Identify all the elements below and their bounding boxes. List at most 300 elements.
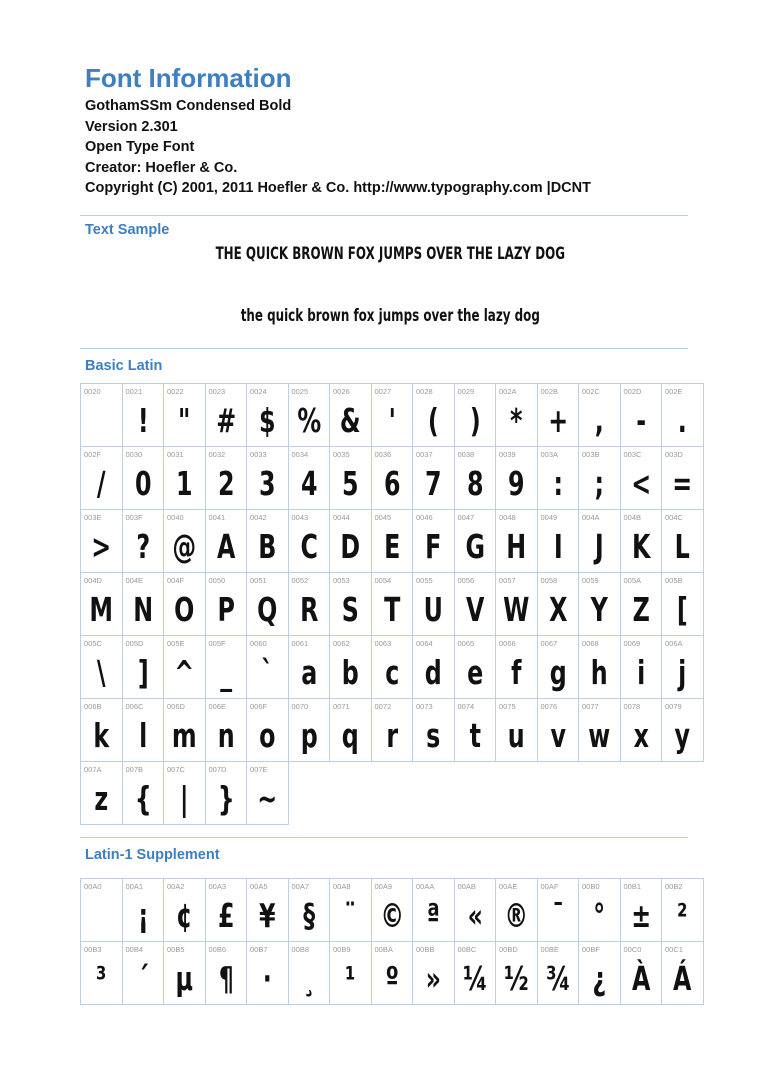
glyph-cell — [620, 941, 662, 1004]
glyph-code: 003A — [540, 449, 559, 459]
sample-uppercase: THE QUICK BROWN FOX JUMPS OVER THE LAZY DOG — [215, 243, 566, 264]
glyph-char: w — [588, 715, 611, 755]
glyph-cell — [164, 698, 206, 761]
glyph-char: | — [179, 778, 189, 818]
empty-cell — [579, 761, 621, 824]
glyph-char: c — [384, 652, 399, 692]
glyph-cell — [413, 878, 455, 941]
divider — [80, 215, 688, 216]
glyph-char: 0 — [134, 463, 152, 503]
glyph-char: D — [340, 526, 361, 566]
glyph-cell — [288, 383, 330, 446]
glyph-cell — [122, 878, 164, 941]
glyph-code: 0060 — [250, 638, 267, 648]
glyph-char: Q — [257, 589, 278, 629]
glyph-cell — [122, 698, 164, 761]
glyph-code: 0072 — [374, 701, 392, 711]
glyph-cell — [205, 572, 247, 635]
glyph-char: _ — [219, 652, 232, 692]
glyph-cell — [537, 572, 579, 635]
glyph-code: 00A0 — [84, 881, 102, 891]
glyph-code: 0063 — [374, 638, 392, 648]
glyph-cell — [413, 941, 455, 1004]
glyph-code: 00A1 — [125, 881, 144, 891]
glyph-code: 0040 — [167, 512, 184, 522]
glyph-char: g — [549, 652, 567, 692]
glyph-code: 007A — [84, 764, 102, 774]
glyph-cell — [662, 572, 704, 635]
glyph-char: · — [262, 958, 272, 998]
glyph-char: ¼ — [462, 958, 488, 998]
glyph-cell — [122, 635, 164, 698]
glyph-code: 006D — [167, 701, 185, 711]
glyph-code: 005E — [167, 638, 185, 648]
glyph-cell — [330, 698, 372, 761]
glyph-char: V — [465, 589, 484, 629]
glyph-char: , — [594, 400, 604, 440]
glyph-char: x — [633, 715, 649, 755]
glyph-code: 00B8 — [291, 944, 310, 954]
glyph-code: 00A2 — [167, 881, 185, 891]
glyph-code: 00A8 — [333, 881, 351, 891]
glyph-code: 0043 — [291, 512, 309, 522]
glyph-code: 004F — [167, 575, 185, 585]
glyph-char: v — [549, 715, 566, 755]
glyph-cell — [371, 635, 413, 698]
glyph-cell — [662, 698, 704, 761]
glyph-char: ; — [594, 463, 604, 503]
glyph-code: 0020 — [84, 386, 101, 396]
glyph-code: 0038 — [457, 449, 475, 459]
glyph-char: " — [178, 400, 191, 440]
glyph-code: 0078 — [623, 701, 641, 711]
glyph-char: z — [94, 778, 109, 818]
glyph-code: 0053 — [333, 575, 350, 585]
glyph-code: 00B0 — [582, 881, 600, 891]
glyph-code: 00BD — [499, 944, 518, 954]
glyph-code: 0059 — [582, 575, 599, 585]
glyph-cell — [164, 572, 206, 635]
glyph-code: 0062 — [333, 638, 350, 648]
glyph-char: q — [341, 715, 359, 755]
glyph-cell — [496, 509, 538, 572]
glyph-code: 003D — [665, 449, 683, 459]
glyph-char: i — [636, 652, 645, 692]
glyph-code: 006F — [250, 701, 268, 711]
glyph-code: 004C — [665, 512, 683, 522]
glyph-cell — [122, 509, 164, 572]
glyph-cell — [247, 446, 289, 509]
glyph-code: 00B3 — [84, 944, 102, 954]
glyph-char: 2 — [217, 463, 235, 503]
glyph-code: 00BE — [540, 944, 559, 954]
glyph-char: b — [341, 652, 359, 692]
glyph-cell — [537, 878, 579, 941]
glyph-code: 005A — [623, 575, 642, 585]
glyph-cell — [288, 446, 330, 509]
glyph-cell — [164, 383, 206, 446]
glyph-code: 0068 — [582, 638, 599, 648]
glyph-cell — [288, 635, 330, 698]
glyph-cell — [579, 572, 621, 635]
glyph-cell — [537, 635, 579, 698]
glyph-cell — [413, 698, 455, 761]
glyph-char: J — [594, 526, 604, 566]
glyph-cell — [164, 635, 206, 698]
glyph-code: 0037 — [416, 449, 433, 459]
glyph-code: 0067 — [540, 638, 558, 648]
empty-cell — [371, 761, 413, 824]
glyph-code: 003C — [623, 449, 642, 459]
glyph-code: 002D — [623, 386, 642, 396]
glyph-cell — [537, 941, 579, 1004]
glyph-char: µ — [175, 958, 193, 998]
glyph-row — [81, 509, 704, 572]
glyph-code: 0061 — [291, 638, 309, 648]
glyph-char: } — [217, 778, 235, 818]
glyph-cell — [579, 446, 621, 509]
glyph-cell — [247, 635, 289, 698]
glyph-char: [ — [676, 589, 688, 629]
glyph-cell — [247, 383, 289, 446]
glyph-code: 00B2 — [665, 881, 683, 891]
glyph-row — [81, 446, 704, 509]
glyph-cell — [205, 383, 247, 446]
glyph-code: 003E — [84, 512, 102, 522]
glyph-code: 0034 — [291, 449, 309, 459]
glyph-cell — [81, 698, 123, 761]
glyph-char: ' — [388, 400, 396, 440]
glyph-char: $ — [258, 400, 276, 440]
glyph-char: ® — [504, 895, 529, 935]
glyph-cell — [496, 698, 538, 761]
glyph-cell — [288, 572, 330, 635]
glyph-code: 0030 — [125, 449, 143, 459]
glyph-char: e — [466, 652, 483, 692]
glyph-cell — [620, 446, 662, 509]
glyph-code: 0057 — [499, 575, 516, 585]
glyph-code: 004A — [582, 512, 600, 522]
glyph-code: 0032 — [208, 449, 226, 459]
glyph-code: 0046 — [416, 512, 433, 522]
glyph-char: » — [425, 958, 441, 998]
glyph-char: d — [424, 652, 442, 692]
glyph-char: f — [511, 652, 522, 692]
glyph-char: Z — [632, 589, 650, 629]
glyph-cell — [620, 572, 662, 635]
glyph-cell — [371, 698, 413, 761]
glyph-char: ª — [426, 895, 440, 935]
glyph-char: A — [216, 526, 235, 566]
glyph-char: H — [506, 526, 527, 566]
glyph-char: K — [631, 526, 650, 566]
glyph-cell — [454, 572, 496, 635]
glyph-code: 0048 — [499, 512, 516, 522]
glyph-cell — [205, 878, 247, 941]
glyph-cell — [122, 446, 164, 509]
divider — [80, 348, 688, 349]
glyph-cell — [371, 509, 413, 572]
glyph-char: j — [678, 652, 687, 692]
glyph-cell — [454, 446, 496, 509]
glyph-code: 007C — [167, 764, 185, 774]
glyph-cell — [288, 941, 330, 1004]
glyph-code: 002A — [499, 386, 517, 396]
glyph-char: U — [423, 589, 443, 629]
glyph-char: m — [171, 715, 197, 755]
glyph-cell — [205, 941, 247, 1004]
glyph-cell — [496, 572, 538, 635]
glyph-code: 0069 — [623, 638, 641, 648]
glyph-char: ( — [427, 400, 439, 440]
glyph-cell — [122, 572, 164, 635]
glyph-code: 0050 — [208, 575, 226, 585]
glyph-char: ] — [137, 652, 149, 692]
glyph-code: 0045 — [374, 512, 392, 522]
glyph-cell — [620, 878, 662, 941]
glyph-char: 4 — [300, 463, 318, 503]
glyph-cell — [81, 635, 123, 698]
glyph-code: 00B9 — [333, 944, 351, 954]
glyph-cell — [579, 635, 621, 698]
glyph-code: 0026 — [333, 386, 350, 396]
glyph-code: 0044 — [333, 512, 350, 522]
glyph-cell — [330, 941, 372, 1004]
font-info-page — [80, 62, 693, 1005]
glyph-row — [81, 383, 704, 446]
glyph-row — [81, 761, 704, 824]
glyph-cell — [164, 761, 206, 824]
glyph-cell — [579, 878, 621, 941]
glyph-code: 006A — [665, 638, 683, 648]
glyph-row — [81, 572, 704, 635]
glyph-cell — [371, 572, 413, 635]
glyph-code: 0064 — [416, 638, 433, 648]
divider — [80, 837, 688, 838]
glyph-cell — [413, 446, 455, 509]
glyph-char: ´ — [136, 958, 149, 998]
glyph-char: ) — [469, 400, 481, 440]
glyph-cell — [496, 941, 538, 1004]
glyph-cell — [579, 941, 621, 1004]
font-version: Version 2.301 — [85, 118, 178, 135]
glyph-char: n — [217, 715, 235, 755]
glyph-cell — [81, 446, 123, 509]
glyph-code: 00B1 — [623, 881, 642, 891]
glyph-code: 007B — [125, 764, 144, 774]
glyph-cell — [205, 509, 247, 572]
glyph-char: \ — [96, 652, 106, 692]
glyph-cell — [496, 878, 538, 941]
glyph-cell — [247, 761, 289, 824]
glyph-char: > — [91, 526, 112, 566]
glyph-char: ± — [630, 895, 651, 935]
glyph-char: & — [339, 400, 361, 440]
glyph-cell — [164, 941, 206, 1004]
glyph-char: ^ — [174, 652, 195, 692]
glyph-char: © — [379, 895, 404, 935]
glyph-code: 0055 — [416, 575, 433, 585]
glyph-cell — [330, 572, 372, 635]
glyph-code: 002B — [540, 386, 559, 396]
sample-lowercase: the quick brown fox jumps over the lazy dog — [240, 305, 540, 326]
glyph-cell — [330, 383, 372, 446]
glyph-char: ¸ — [302, 958, 315, 998]
glyph-code: 0065 — [457, 638, 475, 648]
glyph-code: 0079 — [665, 701, 682, 711]
glyph-char: ¹ — [345, 958, 356, 998]
glyph-code: 00B7 — [250, 944, 268, 954]
glyph-char: ¯ — [551, 895, 564, 935]
glyph-char: : — [552, 463, 563, 503]
glyph-char: M — [89, 589, 114, 629]
glyph-char: G — [464, 526, 485, 566]
glyph-cell — [579, 383, 621, 446]
glyph-char: + — [547, 400, 568, 440]
glyph-cell — [454, 383, 496, 446]
glyph-char: 5 — [341, 463, 359, 503]
font-type: Open Type Font — [85, 139, 195, 155]
glyph-char: F — [425, 526, 442, 566]
latin1-heading: Latin-1 Supplement — [85, 846, 220, 863]
glyph-code: 0035 — [333, 449, 350, 459]
glyph-cell — [81, 878, 123, 941]
glyph-code: 0074 — [457, 701, 475, 711]
glyph-char: ° — [593, 895, 606, 935]
glyph-char: # — [215, 400, 236, 440]
glyph-char: ¡ — [137, 895, 149, 935]
glyph-cell — [662, 941, 704, 1004]
glyph-code: 0047 — [457, 512, 475, 522]
glyph-code: 005B — [665, 575, 683, 585]
glyph-code: 0075 — [499, 701, 516, 711]
glyph-code: 0058 — [540, 575, 558, 585]
glyph-cell — [662, 635, 704, 698]
glyph-cell — [247, 572, 289, 635]
glyph-char: Y — [590, 589, 608, 629]
glyph-code: 00AF — [540, 881, 559, 891]
glyph-char: ¶ — [218, 958, 234, 998]
glyph-code: 00B6 — [208, 944, 227, 954]
page-title: Font Information — [85, 63, 292, 93]
glyph-cell — [496, 383, 538, 446]
glyph-cell — [247, 941, 289, 1004]
glyph-code: 002C — [582, 386, 600, 396]
glyph-cell — [454, 509, 496, 572]
glyph-code: 00A9 — [374, 881, 393, 891]
glyph-char: X — [548, 589, 567, 629]
glyph-cell — [620, 698, 662, 761]
glyph-code: 005D — [125, 638, 144, 648]
glyph-code: 00BC — [457, 944, 477, 954]
glyph-cell — [371, 446, 413, 509]
font-name: GothamSSm Condensed Bold — [85, 98, 292, 114]
glyph-code: 0052 — [291, 575, 309, 585]
glyph-row — [81, 878, 704, 941]
glyph-cell — [81, 941, 123, 1004]
glyph-cell — [537, 698, 579, 761]
glyph-cell — [81, 761, 123, 824]
glyph-cell — [81, 383, 123, 446]
glyph-char: B — [258, 526, 277, 566]
glyph-char: / — [96, 463, 106, 503]
glyph-code: 0054 — [374, 575, 392, 585]
glyph-cell — [81, 509, 123, 572]
glyph-cell — [662, 509, 704, 572]
glyph-code: 00BF — [582, 944, 600, 954]
glyph-code: 0049 — [540, 512, 558, 522]
glyph-cell — [247, 509, 289, 572]
glyph-code: 005F — [208, 638, 226, 648]
glyph-code: 0022 — [167, 386, 184, 396]
glyph-cell — [454, 878, 496, 941]
glyph-char: O — [174, 589, 195, 629]
glyph-char: l — [138, 715, 147, 755]
glyph-code: 002E — [665, 386, 683, 396]
glyph-code: 0070 — [291, 701, 309, 711]
glyph-code: 00C1 — [665, 944, 683, 954]
glyph-char: R — [299, 589, 318, 629]
glyph-code: 0025 — [291, 386, 309, 396]
glyph-cell — [205, 698, 247, 761]
glyph-char: 8 — [466, 463, 484, 503]
glyph-code: 0039 — [499, 449, 516, 459]
glyph-char: 3 — [258, 463, 276, 503]
glyph-char: Á — [673, 958, 692, 998]
glyph-cell — [247, 698, 289, 761]
glyph-char: p — [300, 715, 318, 755]
glyph-cell — [413, 635, 455, 698]
glyph-code: 0041 — [208, 512, 226, 522]
glyph-char: 1 — [175, 463, 193, 503]
glyph-char: @ — [172, 526, 197, 566]
glyph-code: 00B5 — [167, 944, 185, 954]
glyph-char: t — [469, 715, 481, 755]
glyph-code: 0028 — [416, 386, 433, 396]
glyph-char: C — [300, 526, 318, 566]
glyph-cell — [413, 383, 455, 446]
glyph-cell — [413, 509, 455, 572]
glyph-cell — [454, 698, 496, 761]
glyph-code: 002F — [84, 449, 102, 459]
glyph-code: 006C — [125, 701, 144, 711]
glyph-char: r — [385, 715, 398, 755]
glyph-code: 0033 — [250, 449, 267, 459]
glyph-char: a — [300, 652, 317, 692]
glyph-cell — [205, 635, 247, 698]
glyph-cell — [122, 941, 164, 1004]
glyph-cell — [205, 446, 247, 509]
glyph-char: 6 — [383, 463, 401, 503]
glyph-char: < — [630, 463, 651, 503]
glyph-code: 00A7 — [291, 881, 310, 891]
glyph-cell — [537, 446, 579, 509]
glyph-cell — [454, 941, 496, 1004]
glyph-char: ? — [135, 526, 150, 566]
glyph-cell — [288, 698, 330, 761]
glyph-char: º — [385, 958, 399, 998]
basic-latin-heading: Basic Latin — [85, 357, 163, 374]
glyph-char: ² — [677, 895, 688, 935]
glyph-cell — [579, 698, 621, 761]
basic-latin-grid — [80, 383, 704, 825]
glyph-code: 003F — [125, 512, 143, 522]
glyph-code: 00AA — [416, 881, 435, 891]
glyph-char: ¾ — [545, 958, 571, 998]
glyph-code: 007E — [250, 764, 268, 774]
glyph-code: 007D — [208, 764, 227, 774]
glyph-cell — [537, 383, 579, 446]
